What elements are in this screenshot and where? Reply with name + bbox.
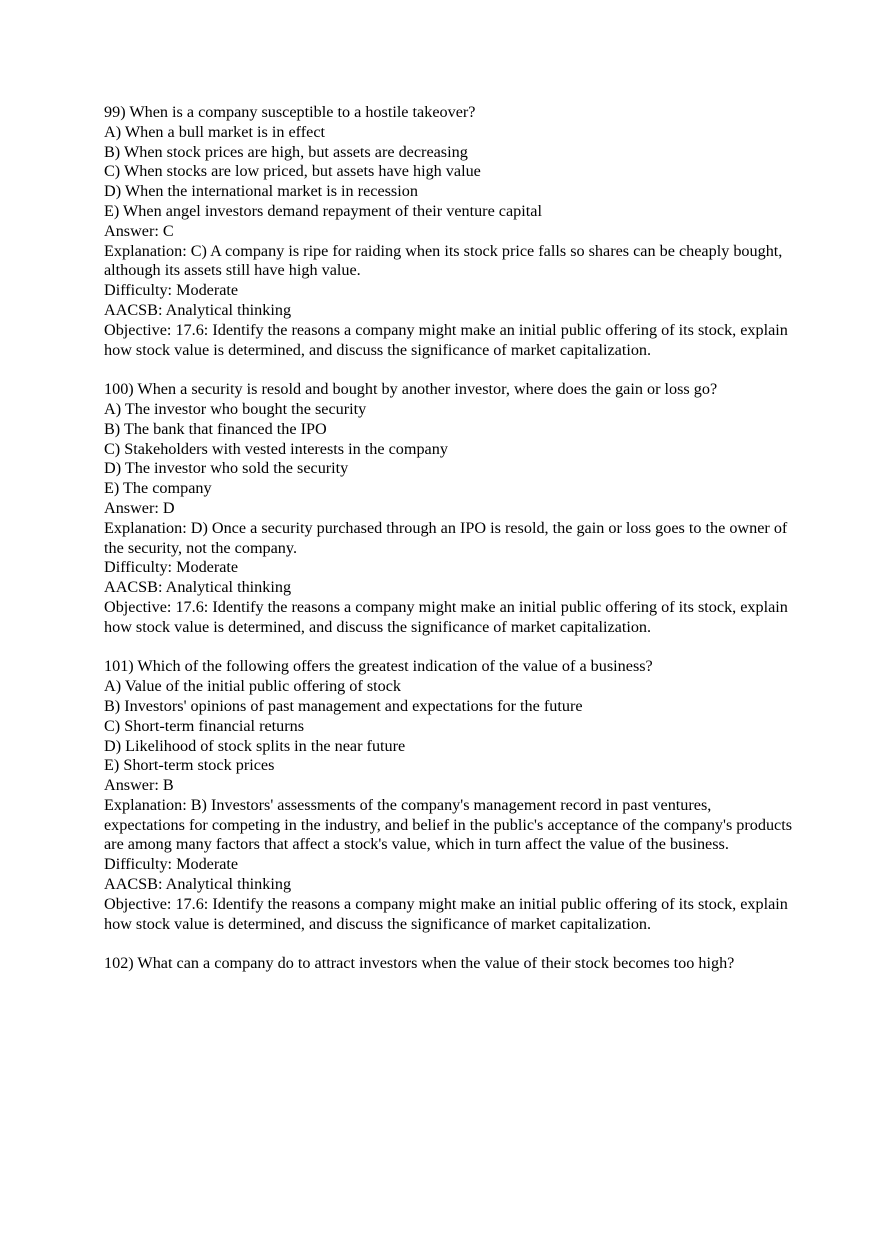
- option-e: E) The company: [104, 479, 212, 498]
- difficulty-line: Difficulty: Moderate: [104, 558, 239, 577]
- question-block-100: [104, 380, 794, 637]
- option-e: E) Short-term stock prices: [104, 756, 275, 775]
- option-d: D) The investor who sold the security: [104, 459, 349, 478]
- option-b: B) The bank that financed the IPO: [104, 419, 327, 438]
- option-a: A) When a bull market is in effect: [104, 122, 326, 141]
- question-text: 99) When is a company susceptible to a hostile takeover?: [104, 103, 476, 121]
- option-c: C) Short-term financial returns: [104, 716, 305, 735]
- difficulty-line: Difficulty: Moderate: [104, 855, 239, 874]
- option-e: E) When angel investors demand repayment of their venture capital: [104, 201, 542, 220]
- question-block-102: [104, 954, 794, 974]
- option-c: C) Stakeholders with vested interests in the company: [104, 439, 448, 458]
- explanation-text: Explanation: B) Investors' assessments of the company's management record in past ventures, expectations for competing in the industry, and belief in the public's acceptance of the company's products are among many factors that affect a stock's value, which in turn affect the value of the business.: [104, 795, 793, 854]
- objective-text: Objective: 17.6: Identify the reasons a company might make an initial public offering of its stock, explain how stock value is determined, and discuss the significance of market capitalization.: [104, 597, 788, 636]
- question-text: 101) Which of the following offers the greatest indication of the value of a business?: [104, 657, 653, 676]
- option-a: A) The investor who bought the security: [104, 399, 367, 418]
- answer-line: Answer: D: [104, 498, 175, 517]
- question-block-101: [104, 657, 794, 934]
- explanation-text: Explanation: C) A company is ripe for raiding when its stock price falls so shares can be cheaply bought, although its assets still have high value.: [104, 241, 783, 280]
- option-d: D) Likelihood of stock splits in the near future: [104, 736, 406, 755]
- difficulty-line: Difficulty: Moderate: [104, 281, 239, 300]
- answer-line: Answer: C: [104, 221, 174, 240]
- aacsb-line: AACSB: Analytical thinking: [104, 875, 292, 894]
- option-b: B) Investors' opinions of past management and expectations for the future: [104, 696, 583, 715]
- objective-text: Objective: 17.6: Identify the reasons a company might make an initial public offering of its stock, explain how stock value is determined, and discuss the significance of market capitalization.: [104, 894, 788, 933]
- answer-line: Answer: B: [104, 776, 174, 795]
- aacsb-line: AACSB: Analytical thinking: [104, 578, 292, 597]
- option-a: A) Value of the initial public offering of stock: [104, 677, 402, 696]
- question-block-99: [104, 103, 794, 360]
- objective-text: Objective: 17.6: Identify the reasons a company might make an initial public offering of its stock, explain how stock value is determined, and discuss the significance of market capitalization.: [104, 320, 788, 359]
- option-b: B) When stock prices are high, but assets are decreasing: [104, 142, 468, 161]
- question-text: 100) When a security is resold and bought by another investor, where does the gain or loss go?: [104, 380, 718, 399]
- explanation-text: Explanation: D) Once a security purchased through an IPO is resold, the gain or loss goes to the owner of the security, not the company.: [104, 518, 788, 557]
- question-text: 102) What can a company do to attract investors when the value of their stock becomes too high?: [104, 954, 735, 973]
- document-content: [104, 103, 794, 994]
- option-d: D) When the international market is in recession: [104, 182, 418, 201]
- option-c: C) When stocks are low priced, but assets have high value: [104, 162, 481, 181]
- aacsb-line: AACSB: Analytical thinking: [104, 300, 292, 319]
